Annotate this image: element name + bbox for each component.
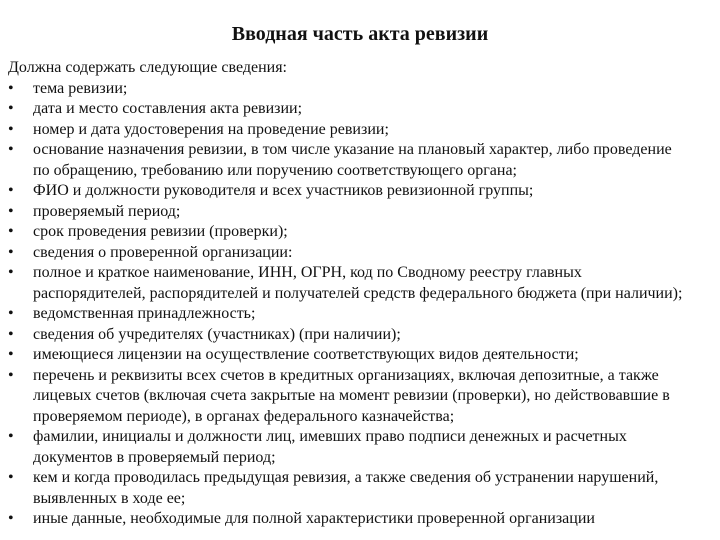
intro-text: Должна содержать следующие сведения: [8,59,287,76]
list-item-names-codes [8,263,692,304]
bullet-icon: • [8,223,14,240]
list-item-affiliation [8,304,692,325]
bullet-icon: • [8,346,14,363]
list-item-text: основание назначения ревизии, в том числе указание на плановый характер, либо проведение по обращению, требованию или поручению соответствующего органа; [33,141,672,179]
list-item-text: дата и место составления акта ревизии; [33,100,303,117]
list-item-text: перечень и реквизиты всех счетов в кредитных организациях, включая депозитные, а также лицевых счетов (включая счета закрытые на момент ревизии (проверки), но действовавшие в проверяемом периоде), в органах федерального казначейства; [33,366,670,425]
list-item-text: имеющиеся лицензии на осуществление соответствующих видов деятельности; [33,346,579,363]
bullet-icon: • [8,510,14,527]
list-item-team [8,181,692,202]
list-item-organization-info [8,243,692,264]
list-item-signatories [8,427,692,468]
requirements-list [8,79,692,530]
list-item-text: срок проведения ревизии (проверки); [33,223,288,240]
list-item-licenses [8,345,692,366]
list-item-text: проверяемый период; [33,202,181,220]
list-item-date-place [8,99,692,120]
list-item-founders [8,325,692,346]
list-item-text: номер и дата удостоверения на проведение ревизии; [33,120,389,138]
bullet-icon: • [8,100,14,117]
list-item-grounds [8,140,692,181]
bullet-icon: • [8,469,14,486]
list-item-text: ведомственная принадлежность; [33,305,256,322]
list-item-text: иные данные, необходимые для полной характеристики проверенной организации [33,510,595,527]
document-body [8,58,692,530]
list-item-text: ФИО и должности руководителя и всех участников ревизионной группы; [33,182,534,199]
bullet-icon: • [8,120,14,138]
bullet-icon: • [8,141,14,158]
bullet-icon: • [8,305,14,322]
list-item-previous-audit [8,468,692,509]
list-item-certificate [8,120,692,141]
list-item-topic [8,79,692,100]
bullet-icon: • [8,182,14,199]
list-item-other-data [8,509,692,530]
list-item-text: полное и краткое наименование, ИНН, ОГРН, код по Сводному реестру главных распорядителей, распорядителей и получателей средств федерального бюджета (при наличии); [33,264,683,302]
list-item-period [8,202,692,223]
bullet-icon: • [8,428,14,445]
list-item-text: кем и когда проводилась предыдущая ревизия, а также сведения об устранении нарушений, выявленных в ходе ее; [33,469,659,507]
list-item-accounts [8,366,692,428]
list-item-term [8,222,692,243]
bullet-icon: • [8,79,14,97]
bullet-icon: • [8,264,14,281]
list-item-text: тема ревизии; [33,79,128,97]
list-item-text: фамилии, инициалы и должности лиц, имевших право подписи денежных и расчетных документов в проверяемый период; [33,428,627,466]
list-item-text: сведения об учредителях (участниках) (при наличии); [33,325,401,343]
bullet-icon: • [8,366,14,384]
bullet-icon: • [8,243,14,261]
page-title: Вводная часть акта ревизии [231,23,489,45]
bullet-icon: • [8,325,14,343]
bullet-icon: • [8,202,14,220]
list-item-text: сведения о проверенной организации: [33,243,293,261]
